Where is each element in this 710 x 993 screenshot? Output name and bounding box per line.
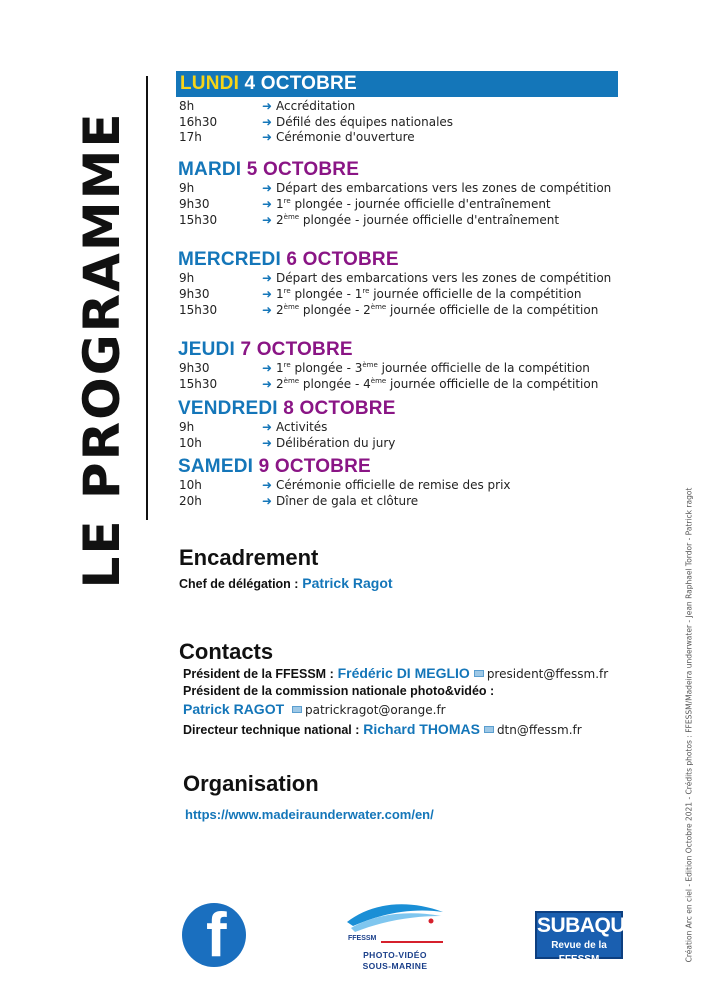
arrow-right-icon: ➜ (262, 271, 273, 285)
photo-credits: Création Arc en ciel - Edition Octobre 2021 - Crédits photos : FFESSM/Madeira underwater - Jean Raphael Tordor - Patrick ragot (684, 487, 694, 963)
day-heading-lundi: LUNDI 4 OCTOBRE (176, 71, 618, 97)
contact-president: Président de la FFESSM : Frédéric DI MEGLIO president@ffessm.fr (183, 665, 609, 681)
envelope-icon (474, 670, 484, 677)
day-heading-jeudi: JEUDI 7 OCTOBRE (178, 339, 353, 360)
arrow-right-icon: ➜ (262, 115, 273, 129)
arrow-right-icon: ➜ (262, 361, 273, 375)
day-heading-mardi: MARDI 5 OCTOBRE (178, 159, 360, 180)
envelope-icon (292, 706, 302, 713)
arrow-right-icon: ➜ (262, 420, 273, 434)
arrow-right-icon: ➜ (262, 130, 273, 144)
day-heading-mercredi: MERCREDI 6 OCTOBRE (178, 249, 399, 270)
contact-dtn: Directeur technique national : Richard THOMAS dtn@ffessm.fr (183, 721, 582, 737)
wave-logo-icon (345, 900, 445, 940)
arrow-right-icon: ➜ (262, 494, 273, 508)
organisation-link[interactable]: https://www.madeiraunderwater.com/en/ (185, 807, 434, 822)
envelope-icon (484, 726, 494, 733)
facebook-icon[interactable]: f (182, 903, 246, 967)
encadrement-heading: Encadrement (179, 545, 319, 570)
organisation-heading: Organisation (183, 771, 319, 796)
arrow-right-icon: ➜ (262, 181, 273, 195)
contact-commission-label: Président de la commission nationale photo&vidéo : (183, 684, 495, 698)
day-heading-vendredi: VENDREDI 8 OCTOBRE (178, 398, 396, 419)
arrow-right-icon: ➜ (262, 197, 273, 211)
subaqua-logo: SUBAQUA Revue de la FFESSM (535, 911, 623, 959)
vertical-title: LE PROGRAMME (73, 111, 131, 589)
arrow-right-icon: ➜ (262, 99, 273, 113)
arrow-right-icon: ➜ (262, 287, 273, 301)
arrow-right-icon: ➜ (262, 303, 273, 317)
arrow-right-icon: ➜ (262, 213, 273, 227)
chef-delegation-line: Chef de délégation : Patrick Ragot (179, 575, 393, 591)
arrow-right-icon: ➜ (262, 478, 273, 492)
arrow-right-icon: ➜ (262, 436, 273, 450)
day-heading-samedi: SAMEDI 9 OCTOBRE (178, 456, 371, 477)
contact-commission: Patrick RAGOT patrickragot@orange.fr (183, 701, 446, 717)
red-underline (381, 941, 443, 943)
vertical-divider (146, 76, 148, 520)
ffessm-logo: FFESSM PHOTO-VIDÉO SOUS-MARINE (345, 900, 445, 980)
contacts-heading: Contacts (179, 639, 274, 664)
arrow-right-icon: ➜ (262, 377, 273, 391)
